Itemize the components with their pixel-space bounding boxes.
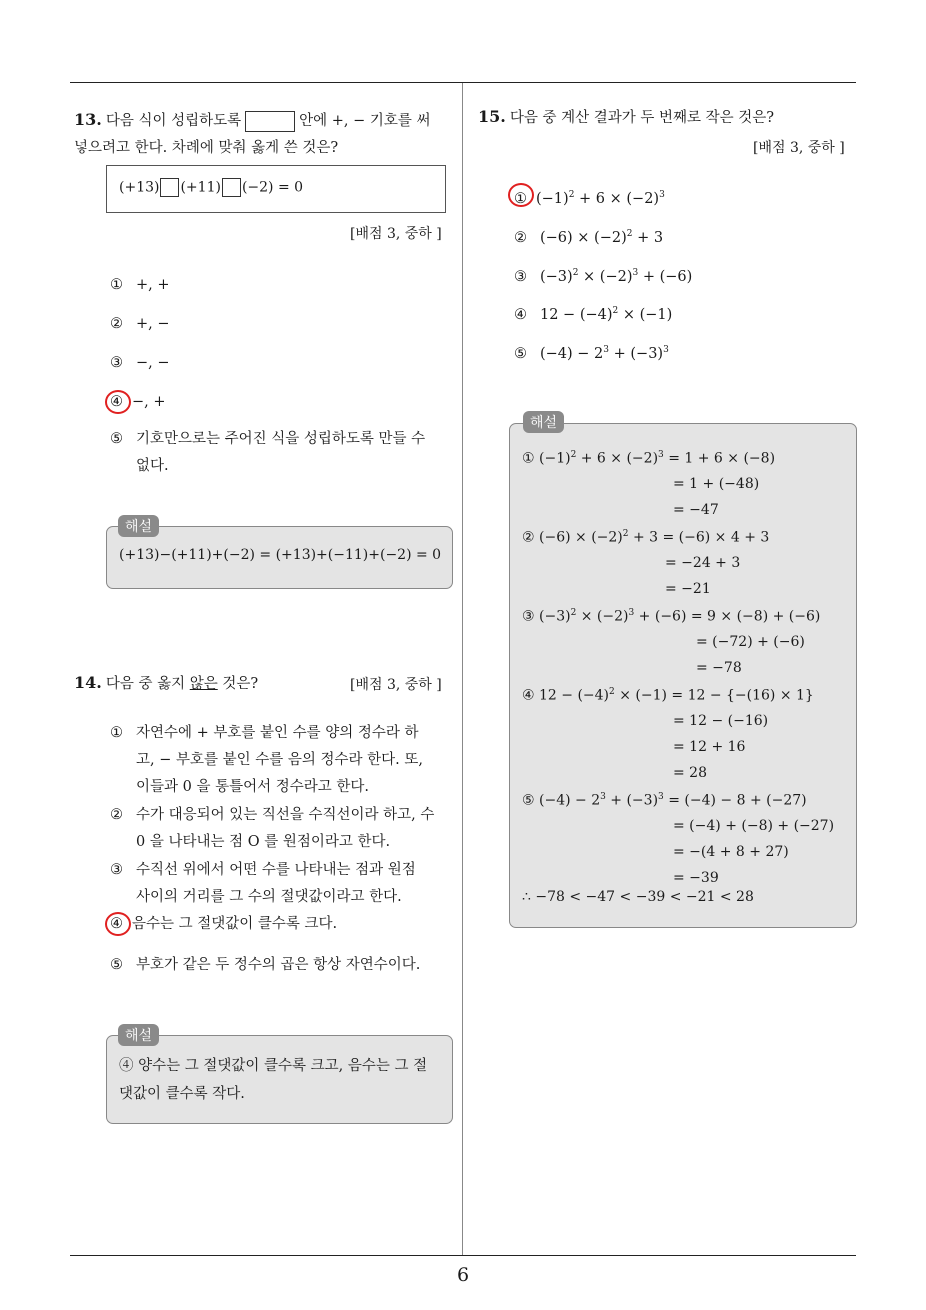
option-text: + 6 × (−2) xyxy=(574,190,660,207)
option-number: ② xyxy=(110,316,123,332)
option-number: ② xyxy=(110,807,123,823)
top-rule xyxy=(70,82,856,83)
q15-sol-2-line-2: = −24 + 3 xyxy=(665,555,741,571)
q14-text-a: 다음 중 옳지 xyxy=(105,676,190,692)
q15-sol-1-line-3: = −47 xyxy=(673,502,719,518)
option-text: +, − xyxy=(136,316,170,332)
exponent: 2 xyxy=(612,306,619,316)
exponent: 2 xyxy=(570,608,577,618)
option-number: ④ xyxy=(514,306,527,323)
sol-text: = (−4) − 8 + (−27) xyxy=(663,792,807,809)
q15-solution-box xyxy=(509,423,857,928)
option-number: ⑤ xyxy=(110,431,123,447)
q15-sol-1-line-1 xyxy=(522,450,775,467)
exponent: 2 xyxy=(622,529,629,539)
sol-text: + 3 = (−6) × 4 + 3 xyxy=(628,529,770,546)
q15-stem xyxy=(478,103,774,132)
option-text-cont: 고, − 부호를 붙인 수를 음의 정수라 한다. 또, xyxy=(136,752,423,768)
option-number: ③ xyxy=(514,268,527,285)
option-text: (−6) × (−2) xyxy=(540,229,627,246)
q15-points: [배점 3, 중하 ] xyxy=(753,140,845,156)
q15-conclusion: ∴ −78 < −47 < −39 < −21 < 28 xyxy=(522,889,754,905)
q13-answer-circle-mark xyxy=(105,390,131,414)
q15-sol-4-line-4: = 28 xyxy=(673,765,707,781)
q15-sol-5-line-2: = (−4) + (−8) + (−27) xyxy=(673,818,835,834)
q15-sol-4-line-1 xyxy=(522,687,814,704)
sol-text: ⑤ (−4) − 2 xyxy=(522,792,601,809)
q15-sol-3-line-2: = (−72) + (−6) xyxy=(696,634,805,650)
exponent: 2 xyxy=(572,268,579,278)
q13-option-5[interactable] xyxy=(110,426,450,480)
option-text: (−1) xyxy=(536,190,569,207)
q15-solution-tag: 해설 xyxy=(523,411,564,433)
q15-sol-2-line-1 xyxy=(522,529,769,546)
exponent: 3 xyxy=(600,792,606,802)
sol-text: + (−6) = 9 × (−8) + (−6) xyxy=(634,608,821,625)
q13-expr-c: (−2) = 0 xyxy=(241,179,304,196)
q15-sol-4-line-2: = 12 − (−16) xyxy=(673,713,769,729)
option-text-cont: 이들과 0 을 통틀어서 정수라고 한다. xyxy=(136,779,369,795)
q13-number: 13. xyxy=(74,110,102,129)
option-text: 수직선 위에서 어떤 수를 나타내는 점과 원점 xyxy=(136,862,416,878)
option-text: × (−1) xyxy=(618,306,673,323)
q15-number: 15. xyxy=(478,107,506,126)
q14-answer-circle-mark xyxy=(105,912,131,936)
option-number: ④ xyxy=(110,916,123,932)
option-number: ④ xyxy=(110,394,123,410)
q14-solution-line-1: ④ 양수는 그 절댓값이 클수록 크고, 음수는 그 절 xyxy=(119,1058,428,1074)
exponent: 3 xyxy=(663,345,669,355)
sol-text: × (−1) = 12 − {−(16) × 1} xyxy=(614,687,814,704)
q15-sol-2-line-3: = −21 xyxy=(665,581,711,597)
q15-option-5[interactable] xyxy=(514,337,669,368)
q14-solution-box xyxy=(106,1035,453,1124)
q13-option-2[interactable] xyxy=(110,311,170,338)
exponent: 3 xyxy=(628,608,635,618)
option-number: ③ xyxy=(110,355,123,371)
option-text: −, − xyxy=(136,355,170,371)
q15-option-3[interactable] xyxy=(514,260,692,291)
q14-stem xyxy=(74,669,258,698)
option-text: +, + xyxy=(136,277,170,293)
option-number: ⑤ xyxy=(110,957,123,973)
q14-points: [배점 3, 중하 ] xyxy=(350,677,442,693)
page-number: 6 xyxy=(456,1264,470,1286)
q15-text: 다음 중 계산 결과가 두 번째로 작은 것은? xyxy=(509,110,774,126)
q15-option-1[interactable] xyxy=(514,182,665,213)
q14-option-2[interactable] xyxy=(110,802,450,856)
exponent: 3 xyxy=(659,190,665,200)
option-text: 수가 대응되어 있는 직선을 수직선이라 하고, 수 xyxy=(136,807,435,823)
option-text: 12 − (−4) xyxy=(540,306,613,323)
sol-text: ② (−6) × (−2) xyxy=(522,529,623,546)
exponent: 3 xyxy=(658,450,664,460)
q13-blank-box xyxy=(245,111,295,132)
column-divider xyxy=(462,83,463,1255)
q14-number: 14. xyxy=(74,673,102,692)
option-text: 자연수에 + 부호를 붙인 수를 양의 정수라 하 xyxy=(136,725,419,741)
option-number: ② xyxy=(514,229,527,246)
q14-text-underlined: 않은 xyxy=(189,676,218,692)
q14-option-5[interactable] xyxy=(110,952,450,979)
q13-expression-box xyxy=(106,165,446,213)
sol-text: ④ 12 − (−4) xyxy=(522,687,610,704)
option-number: ① xyxy=(110,277,123,293)
option-text-cont: 0 을 나타내는 점 O 를 원점이라고 한다. xyxy=(136,834,391,850)
option-text-cont: 사이의 거리를 그 수의 절댓값이라고 한다. xyxy=(136,889,402,905)
q13-stem xyxy=(74,106,464,162)
q13-text-c: 넣으려고 한다. 차례에 맞춰 옳게 쓴 것은? xyxy=(74,140,339,156)
q15-sol-1-line-2: = 1 + (−48) xyxy=(673,476,760,492)
sol-text: ① (−1) xyxy=(522,450,571,467)
sol-text: = 1 + 6 × (−8) xyxy=(663,450,776,467)
q13-expression xyxy=(119,178,303,197)
exponent: 2 xyxy=(570,450,577,460)
q14-solution-line-2: 댓값이 클수록 작다. xyxy=(119,1086,245,1102)
option-text: × (−2) xyxy=(578,268,633,285)
option-text: 기호만으로는 주어진 식을 성립하도록 만들 수 xyxy=(136,431,426,447)
sol-text: + 6 × (−2) xyxy=(576,450,659,467)
q14-solution-tag: 해설 xyxy=(118,1024,159,1046)
option-text: + (−3) xyxy=(609,345,664,362)
q15-sol-3-line-3: = −78 xyxy=(696,660,742,676)
option-text: 부호가 같은 두 정수의 곱은 항상 자연수이다. xyxy=(136,957,421,973)
q15-sol-5-line-4: = −39 xyxy=(673,870,719,886)
q13-points: [배점 3, 중하 ] xyxy=(350,226,442,242)
exponent: 3 xyxy=(658,792,664,802)
option-text: + (−6) xyxy=(638,268,693,285)
exponent: 2 xyxy=(626,229,633,239)
q14-text-b: 것은? xyxy=(217,676,259,692)
q13-solution-box xyxy=(106,526,453,589)
q13-expr-a: (+13) xyxy=(119,179,160,196)
q13-slot-1 xyxy=(160,178,179,197)
q14-option-3[interactable] xyxy=(110,857,450,911)
option-text: (−4) − 2 xyxy=(540,345,604,362)
q13-solution-tag: 해설 xyxy=(118,515,159,537)
option-number: ③ xyxy=(110,862,123,878)
q13-option-1[interactable] xyxy=(110,272,170,299)
option-number: ① xyxy=(110,725,123,741)
option-number: ⑤ xyxy=(514,345,527,362)
q15-sol-5-line-1 xyxy=(522,792,807,809)
q13-solution-text: (+13)−(+11)+(−2) = (+13)+(−11)+(−2) = 0 xyxy=(119,547,442,563)
option-text: + 3 xyxy=(632,229,664,246)
q14-option-1[interactable] xyxy=(110,720,450,801)
q15-sol-3-line-1 xyxy=(522,608,820,625)
sol-text: × (−2) xyxy=(576,608,629,625)
exponent: 2 xyxy=(609,687,615,697)
q15-sol-5-line-3: = −(4 + 8 + 27) xyxy=(673,844,789,860)
q15-answer-circle-mark xyxy=(508,183,534,207)
sol-text: ③ (−3) xyxy=(522,608,571,625)
q14-option-4[interactable] xyxy=(110,911,450,938)
exponent: 2 xyxy=(568,190,575,200)
option-number: ① xyxy=(514,190,527,207)
option-text: (−3) xyxy=(540,268,573,285)
q13-expr-b: (+11) xyxy=(180,179,221,196)
option-text-cont: 없다. xyxy=(136,458,169,474)
exponent: 3 xyxy=(603,345,610,355)
q13-slot-2 xyxy=(222,178,241,197)
sol-text: + (−3) xyxy=(605,792,659,809)
exponent: 3 xyxy=(632,268,639,278)
bottom-rule xyxy=(70,1255,856,1256)
q13-text-b: 안에 +, − 기호를 써 xyxy=(299,113,431,129)
q15-sol-4-line-3: = 12 + 16 xyxy=(673,739,746,755)
q15-option-2[interactable] xyxy=(514,221,663,252)
option-text: 음수는 그 절댓값이 클수록 크다. xyxy=(132,916,338,932)
q15-option-4[interactable] xyxy=(514,298,672,329)
option-text: −, + xyxy=(132,394,166,410)
q13-option-3[interactable] xyxy=(110,350,170,377)
q13-text-a: 다음 식이 성립하도록 xyxy=(105,113,242,129)
